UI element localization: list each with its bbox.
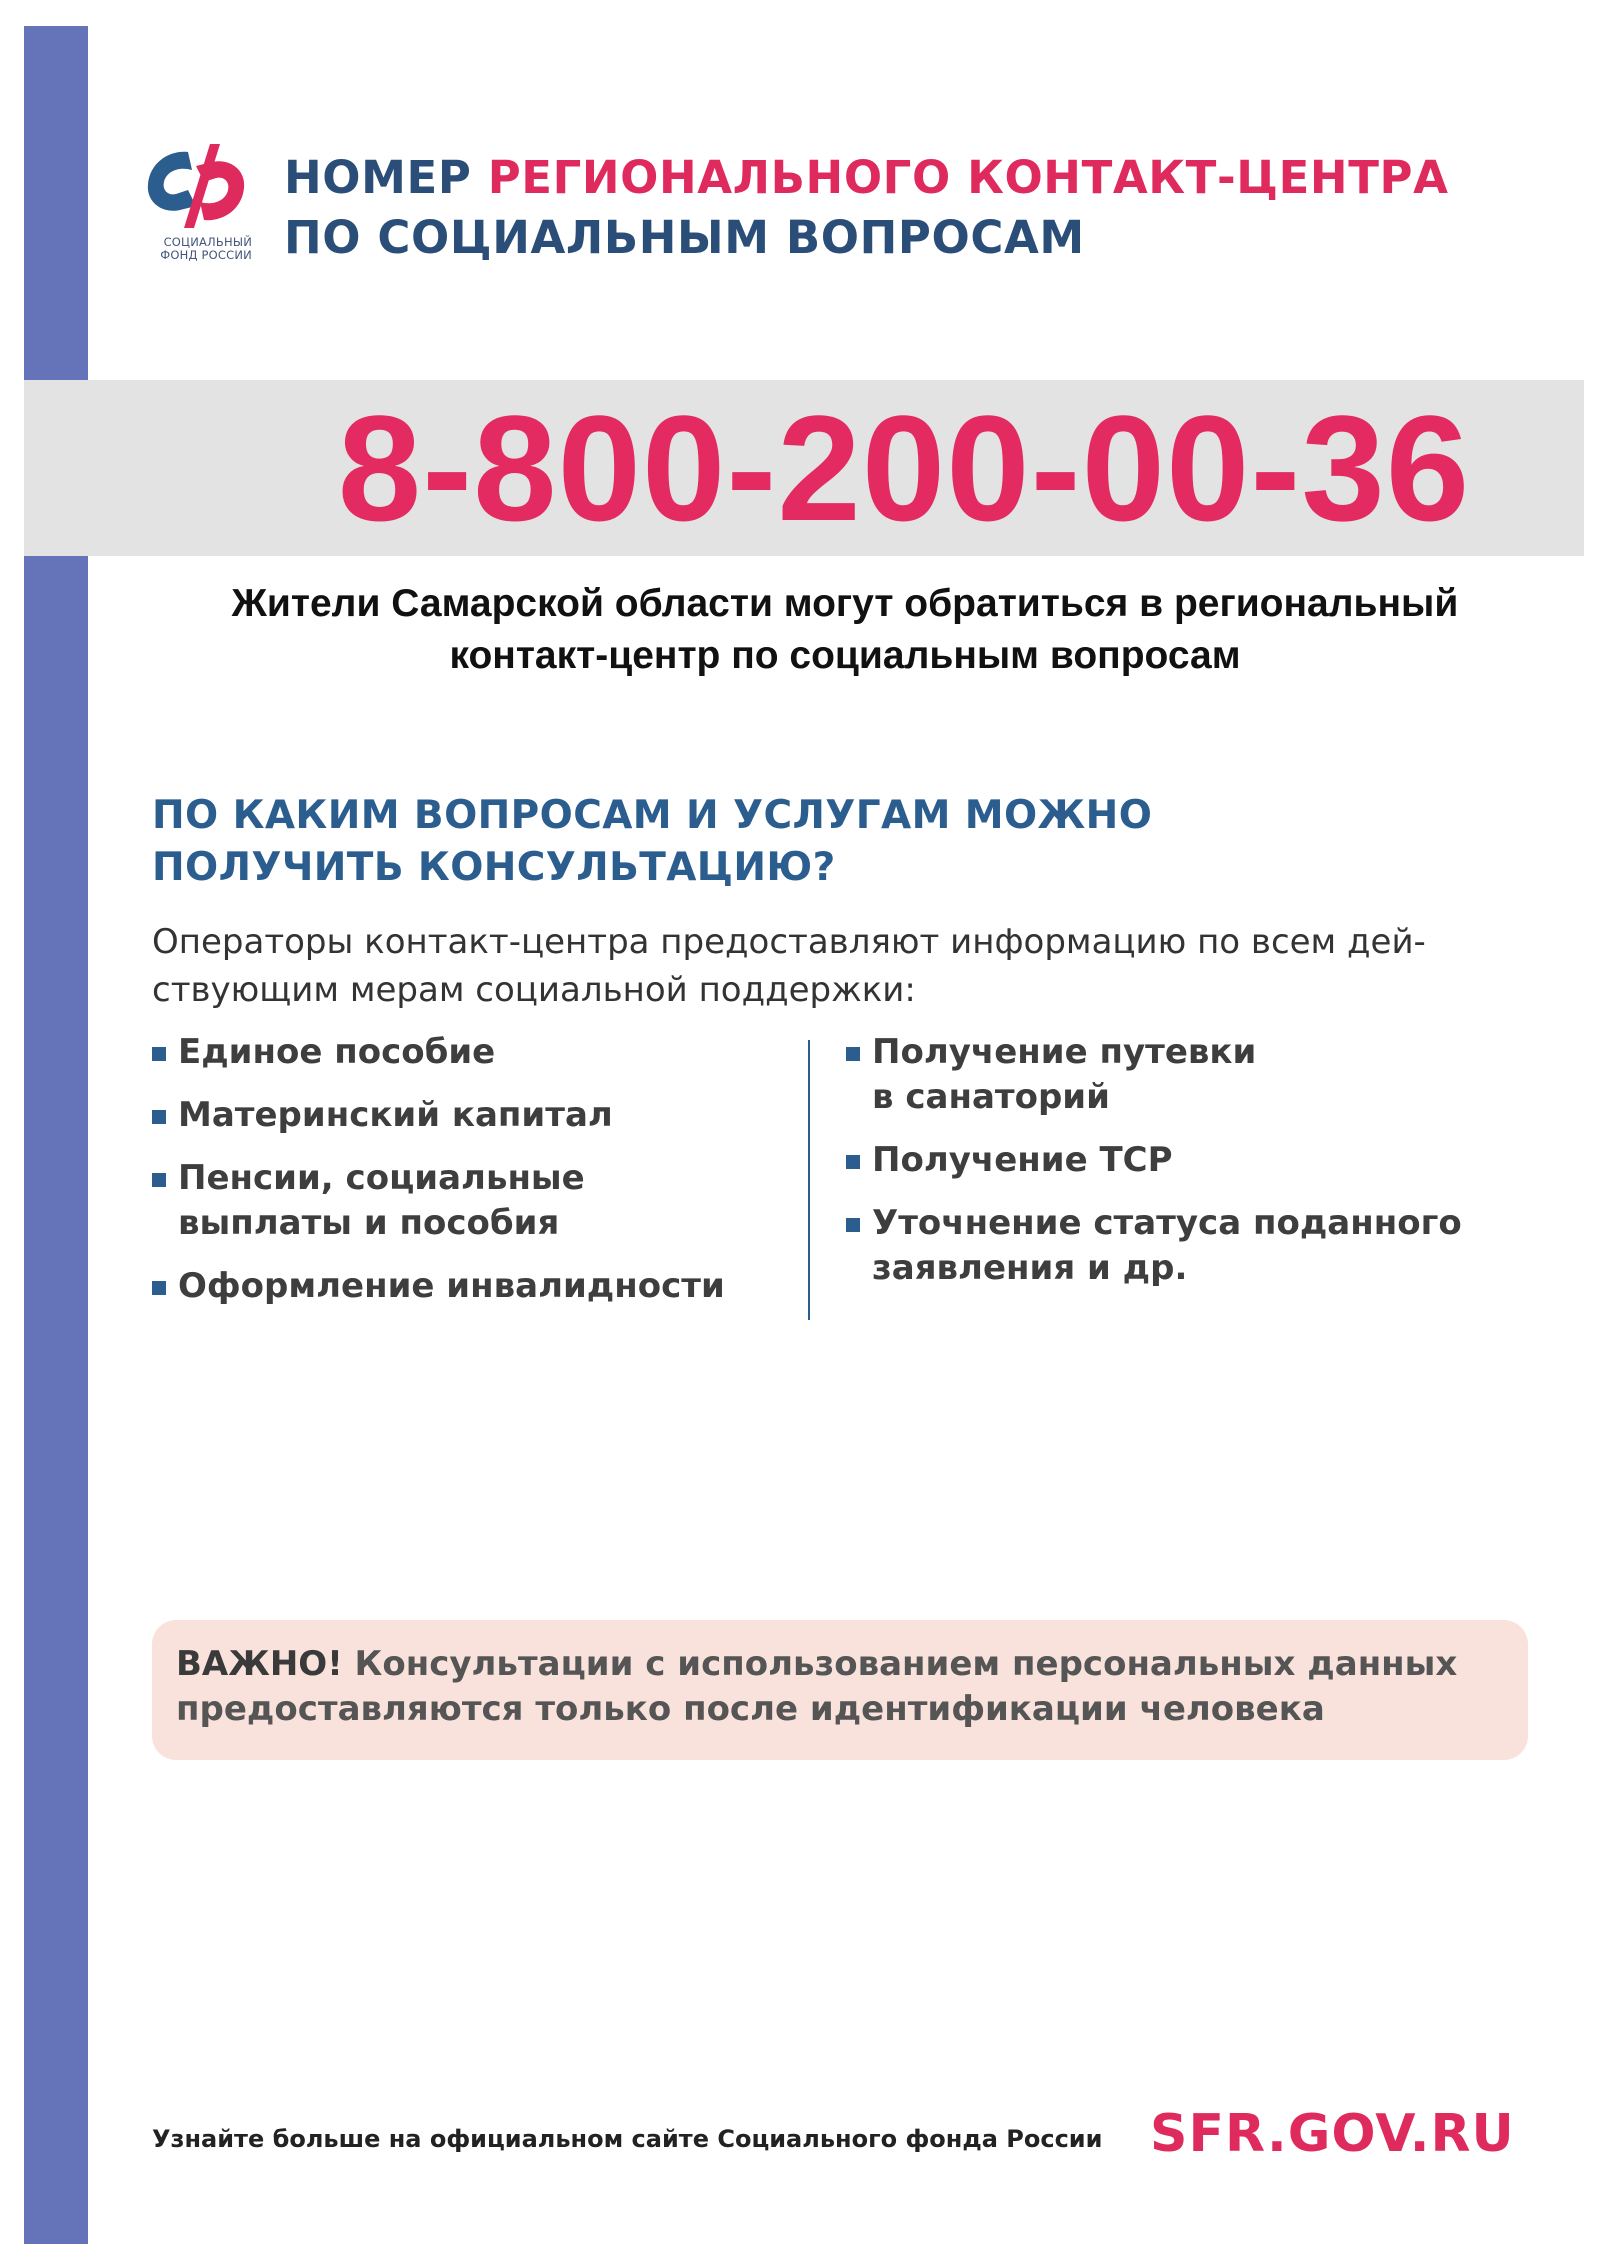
bullet-square-icon	[846, 1218, 860, 1232]
description-line-2: ствующим мерам социальной поддержки:	[152, 970, 916, 1010]
section-heading	[152, 790, 1452, 894]
sfr-logo-icon	[140, 140, 252, 232]
list-item-line-1: Получение путевки	[872, 1032, 1257, 1072]
logo-caption-line-2: ФОНД РОССИИ	[160, 248, 252, 262]
decorative-side-bar	[24, 26, 88, 2244]
section-heading-line-1: ПО КАКИМ ВОПРОСАМ И УСЛУГАМ МОЖНО	[152, 793, 1153, 838]
important-text-1: Консультации с использованием персональных данных	[342, 1644, 1458, 1684]
important-notice	[152, 1620, 1528, 1760]
list-item	[152, 1156, 792, 1246]
list-item-line-1: Пенсии, социальные	[178, 1158, 585, 1198]
list-item-line-1: Материнский капитал	[178, 1095, 613, 1135]
list-item-line-1: Уточнение статуса поданного	[872, 1203, 1462, 1243]
bullet-square-icon	[152, 1110, 166, 1124]
services-list-right	[846, 1030, 1566, 1309]
list-item-line-1: Единое пособие	[178, 1032, 496, 1072]
list-item-line-2: в санаторий	[872, 1077, 1110, 1117]
services-list-left	[152, 1030, 792, 1327]
list-item-line-1: Получение ТСР	[872, 1140, 1173, 1180]
bullet-square-icon	[152, 1047, 166, 1061]
list-item	[152, 1264, 792, 1309]
list-item	[152, 1093, 792, 1138]
bullet-square-icon	[152, 1281, 166, 1295]
list-item	[846, 1030, 1566, 1120]
page-title-line-2: ПО СОЦИАЛЬНЫМ ВОПРОСАМ	[284, 211, 1085, 264]
phone-number[interactable]: 8-800-200-00-36	[337, 384, 1471, 552]
section-description	[152, 918, 1572, 1014]
intro-text	[110, 578, 1580, 682]
column-divider	[808, 1040, 810, 1320]
page-title-prefix: НОМЕР	[284, 151, 488, 204]
bullet-square-icon	[846, 1047, 860, 1061]
footer-site-link[interactable]: SFR.GOV.RU	[1150, 2104, 1515, 2164]
intro-line-1: Жители Самарской области могут обратиться в региональный	[231, 582, 1459, 625]
list-item	[846, 1138, 1566, 1183]
bullet-square-icon	[152, 1173, 166, 1187]
list-item	[846, 1201, 1566, 1291]
important-notice-text	[176, 1642, 1516, 1732]
list-item-line-2: заявления и др.	[872, 1248, 1188, 1288]
page-title-line-1	[284, 148, 1584, 208]
page-title-accent: РЕГИОНАЛЬНОГО КОНТАКТ-ЦЕНТРА	[487, 151, 1449, 204]
sfr-logo	[140, 140, 252, 268]
list-item-line-1: Оформление инвалидности	[178, 1266, 725, 1306]
footer-text: Узнайте больше на официальном сайте Социального фонда России	[152, 2125, 1103, 2153]
important-label: ВАЖНО!	[176, 1644, 343, 1684]
logo-caption-line-1: СОЦИАЛЬНЫЙ	[163, 235, 252, 249]
page-title	[284, 148, 1584, 268]
list-item	[152, 1030, 792, 1075]
list-item-line-2: выплаты и пособия	[178, 1203, 560, 1243]
section-heading-line-2: ПОЛУЧИТЬ КОНСУЛЬТАЦИЮ?	[152, 845, 836, 890]
intro-line-2: контакт-центр по социальным вопросам	[449, 634, 1241, 677]
bullet-square-icon	[846, 1155, 860, 1169]
logo-caption	[140, 236, 252, 262]
important-line-2: предоставляются только после идентификации человека	[176, 1689, 1325, 1729]
phone-band	[24, 380, 1584, 556]
description-line-1: Операторы контакт-центра предоставляют информацию по всем дей-	[152, 922, 1426, 962]
important-line-1	[176, 1642, 1516, 1687]
